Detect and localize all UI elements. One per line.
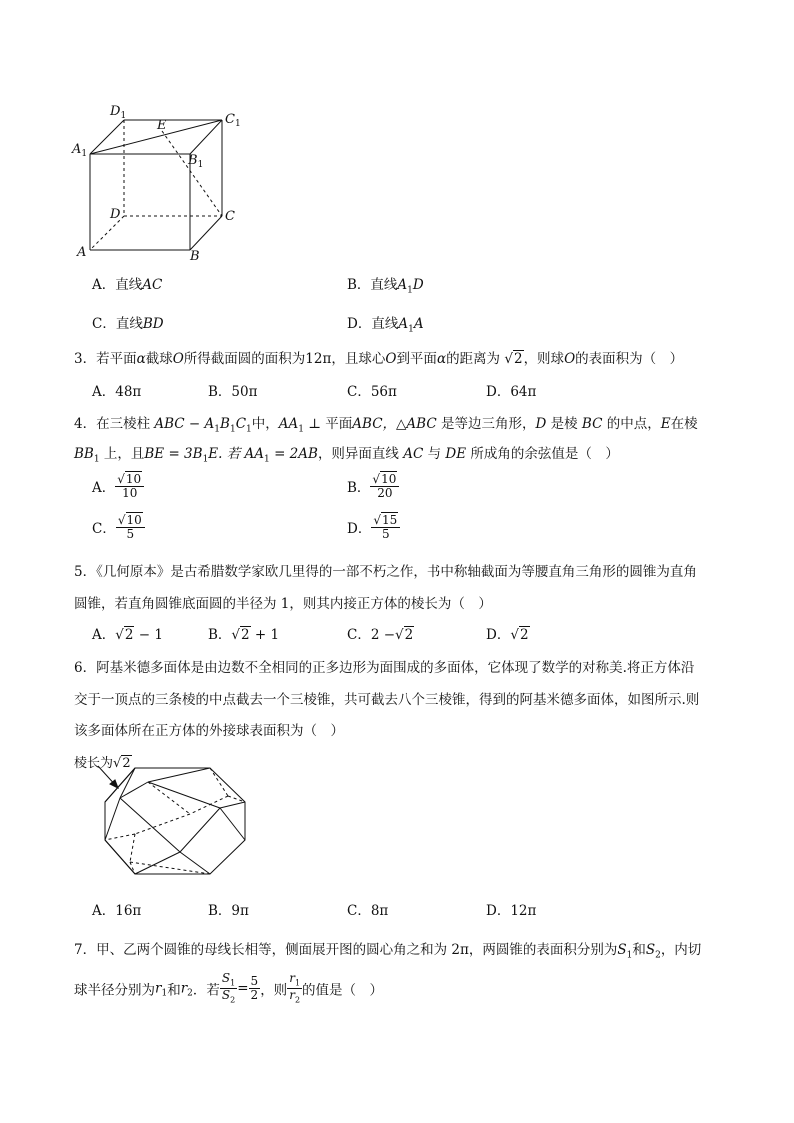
label-a1: A — [72, 142, 82, 157]
svg-text:B1: $B_1$ — [188, 153, 204, 170]
q3-option-d: D．64π — [486, 384, 537, 400]
label-d1: D — [110, 104, 121, 119]
q2-option-a: A．直线AC — [92, 277, 163, 293]
label-c1: C — [225, 112, 235, 127]
q4-option-b: B． $\frac{√10}{20}$ — [347, 473, 399, 499]
label-b1: B — [188, 153, 198, 168]
q2-option-c: C．直线BD — [92, 316, 164, 332]
q6-option-c: C．8π — [347, 903, 389, 919]
label-c: C — [225, 209, 235, 224]
q6-option-b: B．9π — [208, 903, 249, 919]
q5-option-b: B．√2 + 1 — [208, 627, 280, 643]
q2-option-d: D．直线$A_1A$ — [347, 316, 424, 335]
q2-option-b: B．直线$A_1D$ — [347, 277, 424, 296]
q7-stem-line2: 球半径分别为$r_1$和$r_2$．若 $\frac{S_1}{S_2}$ = $\frac{5}{2}$ ，则 $\frac{r_1}{r_2}$ 的值是（ ） — [74, 971, 384, 1005]
q4-stem-line1: 4．在三棱柱 ABC − $A_1B_1C_1$中，$AA_1$ ⊥ 平面ABC，△ABC 是等边三角形，D 是棱 BC 的中点，E在棱 — [74, 416, 698, 435]
q6-figure-label: 棱长为√2 — [74, 756, 131, 771]
q5-stem-line1: 5．《几何原本》是古希腊数学家欧几里得的一部不朽之作，书中称轴截面为等腰直角三角形的圆锥为直角 — [74, 564, 697, 580]
q4-option-c: C． $\frac{√10}{5}$ — [92, 514, 145, 540]
q5-option-d: D．√2 — [486, 627, 529, 643]
q3-option-b: B．50π — [208, 384, 258, 400]
cube-figure — [70, 98, 250, 266]
q3-option-a: A．48π — [92, 384, 142, 400]
q6-stem-line2: 交于一顶点的三条棱的中点截去一个三棱锥，共可截去八个三棱锥，得到的阿基米德多面体，如图所示.则 — [74, 692, 700, 708]
svg-text:A1: $A_1$ — [72, 142, 88, 159]
svg-text:D1: $D_1$ — [110, 104, 127, 121]
label-d: D — [110, 207, 121, 222]
q4-option-a: A． $\frac{√10}{10}$ — [92, 473, 144, 499]
q6-option-a: A．16π — [92, 903, 142, 919]
q3-stem: 3．若平面α截球O所得截面圆的面积为12π，且球心O到平面α的距离为 √2，则球O的表面积为（ ） — [74, 351, 684, 367]
label-a: A — [77, 245, 87, 260]
q6-stem-line1: 6．阿基米德多面体是由边数不全相同的正多边形为面围成的多面体，它体现了数学的对称美.将正方体沿 — [74, 660, 695, 676]
svg-text:C1: $C_1$ — [225, 112, 241, 129]
q5-stem-line2: 圆锥，若直角圆锥底面圆的半径为 1，则其内接正方体的棱长为（ ） — [74, 596, 492, 612]
q6-option-d: D．12π — [486, 903, 537, 919]
q5-option-a: A．√2 − 1 — [92, 627, 163, 643]
label-e: E — [157, 118, 167, 133]
label-b: B — [190, 249, 200, 264]
q4-stem-line2: $BB_1$ 上，且BE = $3B_1E$. 若 $AA_1 = 2AB$，则异面直线 AC 与 DE 所成角的余弦值是（ ） — [74, 446, 619, 465]
archimedean-solid-figure — [90, 762, 260, 880]
q3-option-c: C．56π — [347, 384, 397, 400]
q6-stem-line3: 该多面体所在正方体的外接球表面积为（ ） — [74, 723, 344, 739]
q4-option-d: D． $\frac{√15}{5}$ — [347, 514, 400, 540]
q7-stem-line1: 7．甲、乙两个圆锥的母线长相等，侧面展开图的圆心角之和为 2π，两圆锥的表面积分别为$S_1$和$S_2$，内切 — [74, 942, 702, 961]
q5-option-c: C．2 −√2 — [347, 627, 414, 643]
